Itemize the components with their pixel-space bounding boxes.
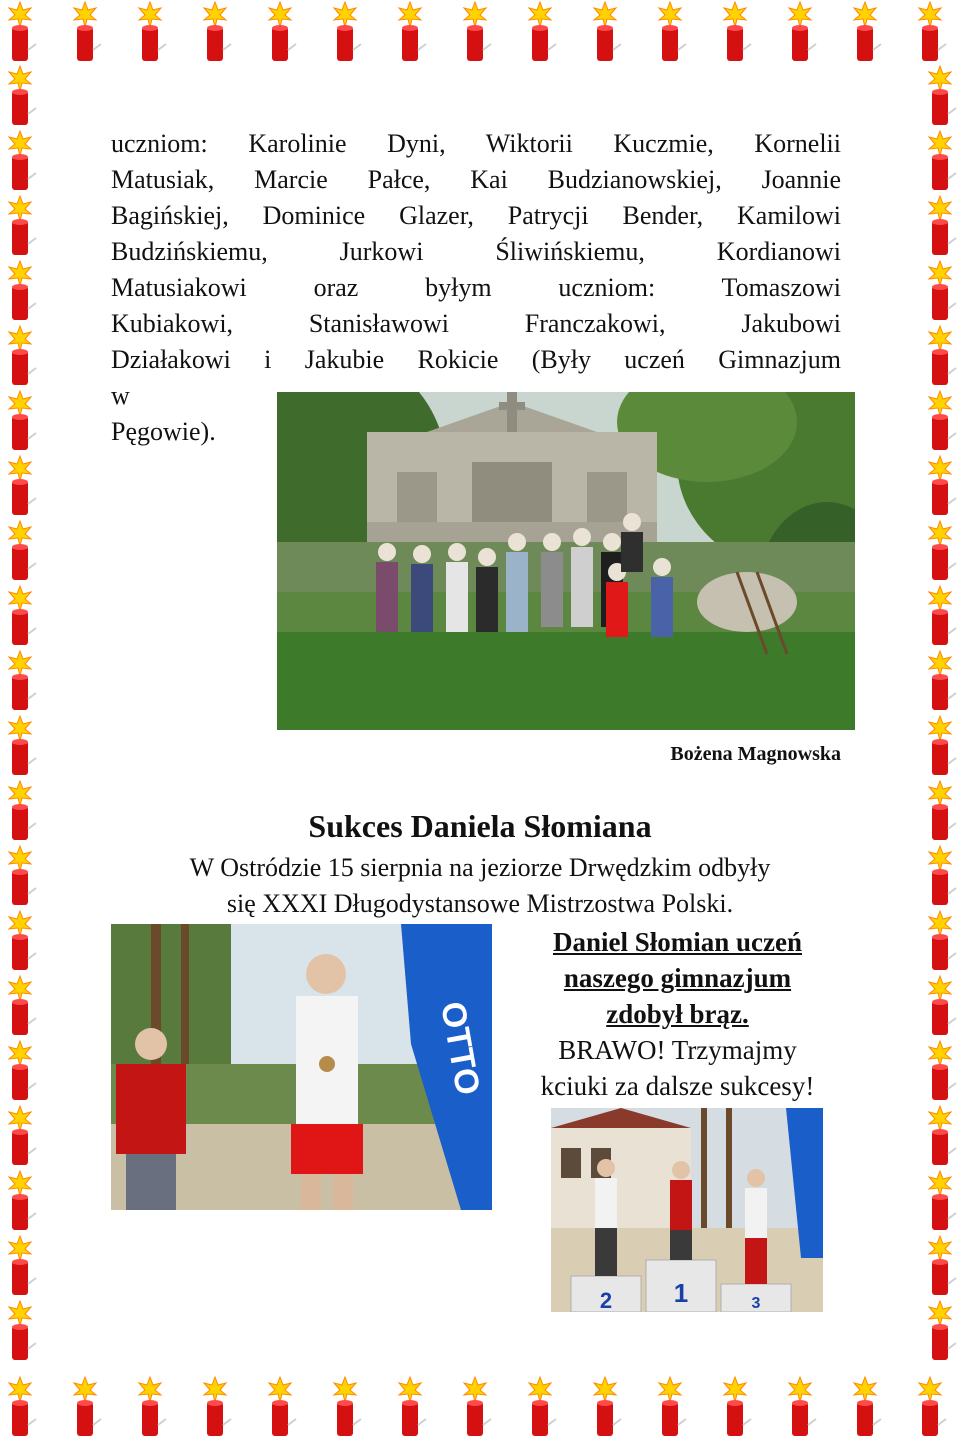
candle-icon	[198, 1375, 232, 1439]
flame-icon	[399, 1377, 421, 1402]
candle-icon	[458, 1375, 492, 1439]
flame-icon	[204, 1377, 226, 1402]
flame-icon	[9, 911, 31, 936]
candle-icon	[3, 1234, 37, 1298]
candle-icon	[923, 194, 957, 258]
podium-number-2: 2	[599, 1288, 613, 1312]
flame-icon	[929, 1041, 951, 1066]
candle-icon	[923, 64, 957, 128]
candle-icon	[3, 584, 37, 648]
flame-icon	[204, 2, 226, 27]
flame-icon	[529, 2, 551, 27]
flame-icon	[9, 326, 31, 351]
flame-icon	[789, 2, 811, 27]
flame-icon	[929, 66, 951, 91]
candle-icon	[3, 1104, 37, 1168]
candle-icon	[523, 0, 557, 64]
candle-icon	[783, 0, 817, 64]
flame-icon	[464, 2, 486, 27]
flame-icon	[269, 2, 291, 27]
flame-icon	[594, 1377, 616, 1402]
candle-icon	[913, 0, 947, 64]
cheer-line: kciuki za dalsze sukcesy!	[540, 1071, 815, 1101]
flame-icon	[929, 391, 951, 416]
flame-icon	[929, 1301, 951, 1326]
candle-icon	[3, 519, 37, 583]
candle-icon	[923, 714, 957, 778]
text-line: uczniom: Karolinie Dyni, Wiktorii Kuczmie, Kornelii	[111, 129, 841, 158]
article-lead	[100, 850, 860, 922]
flame-icon	[9, 521, 31, 546]
article-title: Sukces Daniela Słomiana	[308, 808, 652, 844]
candle-icon	[923, 974, 957, 1038]
candle-icon	[458, 0, 492, 64]
flame-icon	[9, 391, 31, 416]
flame-icon	[854, 2, 876, 27]
candle-icon	[3, 1375, 37, 1439]
candle-icon	[923, 584, 957, 648]
podium-number-3: 3	[751, 1295, 761, 1312]
candle-icon	[3, 389, 37, 453]
flame-icon	[9, 976, 31, 1001]
flame-icon	[269, 1377, 291, 1402]
flame-icon	[334, 2, 356, 27]
article-author: Bożena Magnowska	[670, 743, 841, 765]
flame-icon	[9, 456, 31, 481]
flame-icon	[9, 1106, 31, 1131]
candle-icon	[923, 1299, 957, 1363]
flame-icon	[929, 651, 951, 676]
candle-icon	[3, 64, 37, 128]
flame-icon	[74, 2, 96, 27]
flame-icon	[74, 1377, 96, 1402]
candle-icon	[198, 0, 232, 64]
candle-icon	[923, 1039, 957, 1103]
candle-icon	[923, 1234, 957, 1298]
flame-icon	[929, 326, 951, 351]
photo-podium	[551, 1108, 823, 1312]
flame-icon	[659, 2, 681, 27]
flame-icon	[9, 846, 31, 871]
candle-icon	[3, 129, 37, 193]
candle-icon	[588, 0, 622, 64]
article-highlight	[500, 924, 855, 1104]
candle-icon	[923, 909, 957, 973]
text-line: w	[111, 381, 130, 410]
flame-icon	[9, 1301, 31, 1326]
candle-icon	[3, 909, 37, 973]
text-line: Kubiakowi, Stanisławowi Franczakowi, Jakubowi	[111, 309, 841, 338]
border-bottom	[0, 1375, 960, 1439]
candle-icon	[718, 1375, 752, 1439]
border-right	[920, 64, 960, 1375]
flame-icon	[139, 1377, 161, 1402]
text-line: Działakowi i Jakubie Rokicie (Były uczeń Gimnazjum	[111, 345, 841, 374]
flame-icon	[919, 1377, 941, 1402]
flame-icon	[9, 1041, 31, 1066]
candle-icon	[263, 1375, 297, 1439]
candle-icon	[653, 1375, 687, 1439]
candle-icon	[3, 324, 37, 388]
candle-icon	[923, 1104, 957, 1168]
text-line: Matusiak, Marcie Pałce, Kai Budzianowskiej, Joannie	[111, 165, 841, 194]
candle-icon	[588, 1375, 622, 1439]
flame-icon	[9, 1377, 31, 1402]
candle-icon	[913, 1375, 947, 1439]
flame-icon	[464, 1377, 486, 1402]
flame-icon	[929, 781, 951, 806]
candle-icon	[3, 259, 37, 323]
flame-icon	[919, 2, 941, 27]
text-line: Pęgowie).	[111, 417, 216, 446]
photo-medalist	[111, 924, 492, 1210]
candle-icon	[923, 519, 957, 583]
candle-icon	[923, 649, 957, 713]
candle-icon	[3, 1039, 37, 1103]
lead-line: się XXXI Długodystansowe Mistrzostwa Polski.	[226, 889, 734, 918]
flame-icon	[929, 521, 951, 546]
candle-icon	[923, 259, 957, 323]
candle-icon	[783, 1375, 817, 1439]
flame-icon	[929, 131, 951, 156]
flame-icon	[9, 781, 31, 806]
flame-icon	[9, 1236, 31, 1261]
candle-icon	[3, 1299, 37, 1363]
cheer-line: BRAWO! Trzymajmy	[558, 1035, 797, 1065]
photo-group-chapel	[277, 392, 855, 730]
flame-icon	[9, 1171, 31, 1196]
border-top	[0, 0, 960, 64]
flame-icon	[929, 456, 951, 481]
flame-icon	[929, 586, 951, 611]
candle-icon	[133, 1375, 167, 1439]
flame-icon	[9, 196, 31, 221]
flame-icon	[789, 1377, 811, 1402]
flame-icon	[929, 196, 951, 221]
candle-icon	[133, 0, 167, 64]
candle-icon	[68, 0, 102, 64]
candle-icon	[328, 0, 362, 64]
flame-icon	[929, 846, 951, 871]
flame-icon	[139, 2, 161, 27]
flame-icon	[9, 651, 31, 676]
candle-icon	[923, 324, 957, 388]
candle-icon	[3, 194, 37, 258]
candle-icon	[3, 714, 37, 778]
candle-icon	[923, 389, 957, 453]
candle-icon	[393, 0, 427, 64]
candle-icon	[3, 454, 37, 518]
flame-icon	[9, 2, 31, 27]
flame-icon	[929, 716, 951, 741]
candle-icon	[653, 0, 687, 64]
candle-icon	[68, 1375, 102, 1439]
flame-icon	[929, 261, 951, 286]
flame-icon	[929, 911, 951, 936]
candle-icon	[923, 129, 957, 193]
flame-icon	[529, 1377, 551, 1402]
flame-icon	[334, 1377, 356, 1402]
text-line: Budzińskiemu, Jurkowi Śliwińskiemu, Kordianowi	[111, 237, 841, 266]
lead-line: W Ostródzie 15 sierpnia na jeziorze Drwędzkim odbyły	[189, 853, 771, 882]
flame-icon	[929, 1106, 951, 1131]
candle-icon	[328, 1375, 362, 1439]
flame-icon	[9, 66, 31, 91]
candle-icon	[3, 0, 37, 64]
candle-icon	[3, 974, 37, 1038]
flame-icon	[854, 1377, 876, 1402]
podium-number-1: 1	[673, 1278, 689, 1308]
candle-icon	[3, 649, 37, 713]
flame-icon	[9, 131, 31, 156]
border-left	[0, 64, 40, 1375]
flame-icon	[9, 586, 31, 611]
flame-icon	[9, 716, 31, 741]
candle-icon	[848, 0, 882, 64]
candle-icon	[523, 1375, 557, 1439]
flame-icon	[659, 1377, 681, 1402]
flame-icon	[9, 261, 31, 286]
candle-icon	[923, 844, 957, 908]
text-line: Bagińskiej, Dominice Glazer, Patrycji Bender, Kamilowi	[111, 201, 841, 230]
candle-icon	[263, 0, 297, 64]
flame-icon	[724, 1377, 746, 1402]
flame-icon	[724, 2, 746, 27]
candle-icon	[3, 844, 37, 908]
highlight-line: Daniel Słomian uczeń	[552, 927, 802, 957]
flame-icon	[929, 1171, 951, 1196]
banner-text: OTTO	[433, 998, 487, 1098]
highlight-line: naszego gimnazjum	[563, 963, 792, 993]
candle-icon	[923, 1169, 957, 1233]
flame-icon	[929, 1236, 951, 1261]
flame-icon	[929, 976, 951, 1001]
candle-icon	[3, 1169, 37, 1233]
text-line: Matusiakowi oraz byłym uczniom: Tomaszowi	[111, 273, 841, 302]
candle-icon	[923, 454, 957, 518]
candle-icon	[848, 1375, 882, 1439]
flame-icon	[399, 2, 421, 27]
candle-icon	[718, 0, 752, 64]
highlight-line: zdobył brąz.	[606, 999, 749, 1029]
candle-icon	[393, 1375, 427, 1439]
flame-icon	[594, 2, 616, 27]
